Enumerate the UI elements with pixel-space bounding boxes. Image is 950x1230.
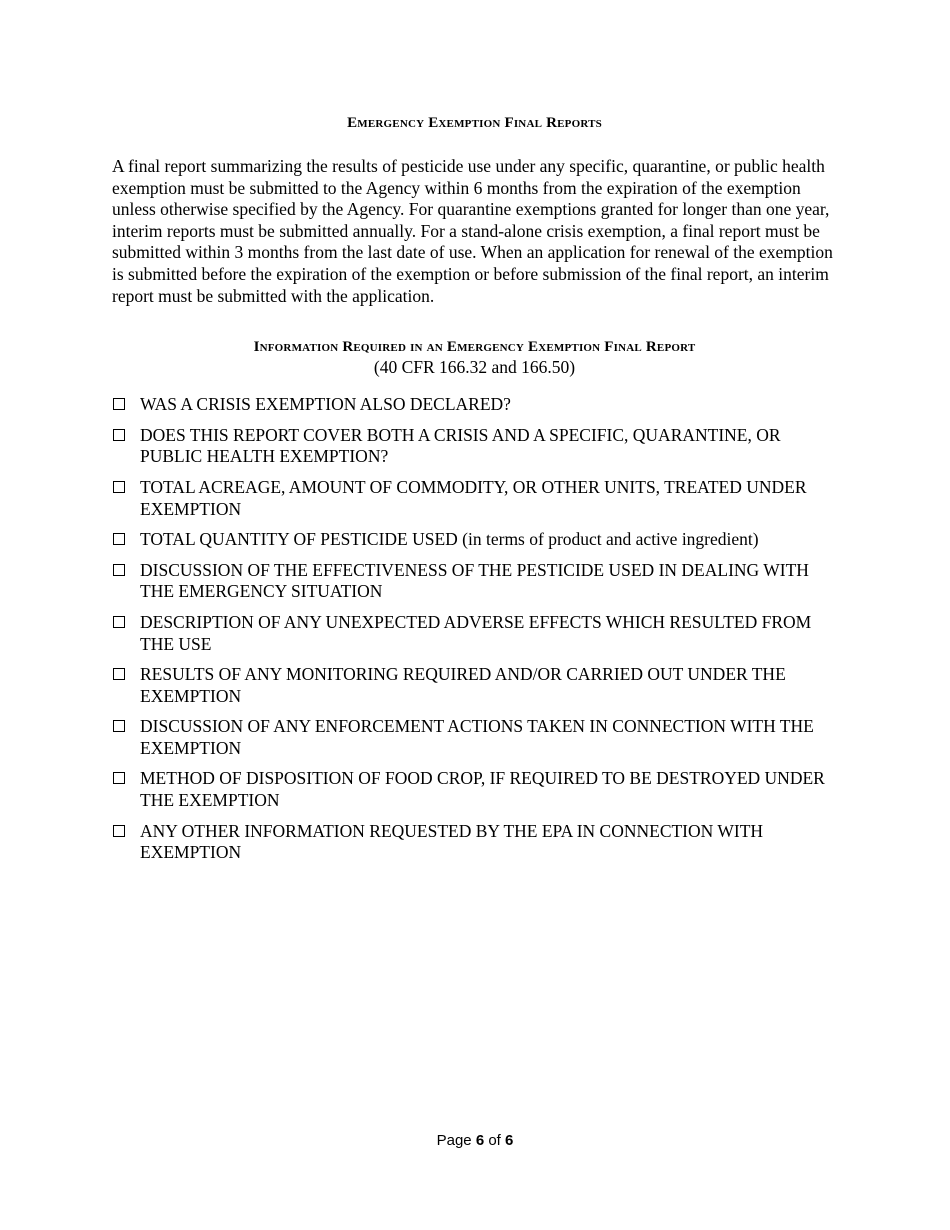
checklist-item-label: RESULTS OF ANY MONITORING REQUIRED AND/OR CARRIED OUT UNDER THE EXEMPTION — [140, 664, 786, 706]
checklist-item-label: TOTAL ACREAGE, AMOUNT OF COMMODITY, OR OTHER UNITS, TREATED UNDER EXEMPTION — [140, 476, 807, 519]
checklist-item — [112, 394, 837, 416]
checklist-item — [112, 425, 837, 468]
page-footer — [0, 1131, 950, 1151]
section-title: Information Required in an Emergency Exemption Final Report — [253, 339, 696, 356]
checklist-item — [112, 612, 837, 655]
checklist-item — [112, 560, 837, 603]
checkbox-icon[interactable] — [113, 720, 125, 732]
checkbox-icon[interactable] — [113, 772, 125, 784]
checklist-item-label: DESCRIPTION OF ANY UNEXPECTED ADVERSE EFFECTS WHICH RESULTED FROM THE USE — [140, 611, 812, 654]
intro-paragraph: A final report summarizing the results of pesticide use under any specific, quarantine, or public health exemption must be submitted to the Agency within 6 months from the expiration of the exemption unless otherwise specified by the Agency. For quarantine exemptions granted for longer than one year, interim reports must be submitted annually. For a stand-alone crisis exemption, a final report must be submitted within 3 months from the last date of use. When an application for renewal of the exemption is submitted before the expiration of the exemption or before submission of the final report, an interim report must be submitted with the application. — [112, 156, 833, 306]
checkbox-icon[interactable] — [113, 533, 125, 545]
checkbox-icon[interactable] — [113, 429, 125, 441]
checklist-item — [112, 477, 837, 520]
checkbox-icon[interactable] — [113, 481, 125, 493]
checklist-item — [112, 768, 837, 811]
checklist-item — [112, 529, 837, 551]
checklist-item-label: TOTAL QUANTITY OF PESTICIDE USED (in terms of product and active ingredient) — [140, 529, 759, 550]
checkbox-icon[interactable] — [113, 564, 125, 576]
page-title: Emergency Exemption Final Reports — [347, 115, 602, 131]
checklist-item — [112, 664, 837, 707]
checkbox-icon[interactable] — [113, 398, 125, 410]
current-page-number: 6 — [475, 1132, 485, 1149]
checklist-item-label: DISCUSSION OF THE EFFECTIVENESS OF THE PESTICIDE USED IN DEALING WITH THE EMERGENCY SITUATION — [140, 559, 809, 602]
checklist-item-label: METHOD OF DISPOSITION OF FOOD CROP, IF REQUIRED TO BE DESTROYED UNDER THE EXEMPTION — [140, 768, 825, 811]
checklist-item — [112, 821, 837, 864]
total-pages-number: 6 — [505, 1132, 514, 1149]
checklist-item-label: WAS A CRISIS EXEMPTION ALSO DECLARED? — [140, 394, 511, 415]
checkbox-icon[interactable] — [113, 825, 125, 837]
requirements-checklist — [112, 394, 837, 864]
checklist-item-label: DOES THIS REPORT COVER BOTH A CRISIS AND A SPECIFIC, QUARANTINE, OR PUBLIC HEALTH EXEMPTION? — [140, 424, 781, 467]
checklist-item-label: DISCUSSION OF ANY ENFORCEMENT ACTIONS TAKEN IN CONNECTION WITH THE EXEMPTION — [140, 716, 814, 758]
checkbox-icon[interactable] — [113, 616, 125, 628]
checkbox-icon[interactable] — [113, 668, 125, 680]
checklist-item — [112, 716, 837, 759]
checklist-item-label: ANY OTHER INFORMATION REQUESTED BY THE EPA IN CONNECTION WITH EXEMPTION — [140, 820, 764, 863]
document-page — [112, 112, 837, 873]
regulation-citation: (40 CFR 166.32 and 166.50) — [373, 357, 576, 378]
page-word: Page — [436, 1132, 472, 1149]
of-word: of — [488, 1132, 501, 1149]
